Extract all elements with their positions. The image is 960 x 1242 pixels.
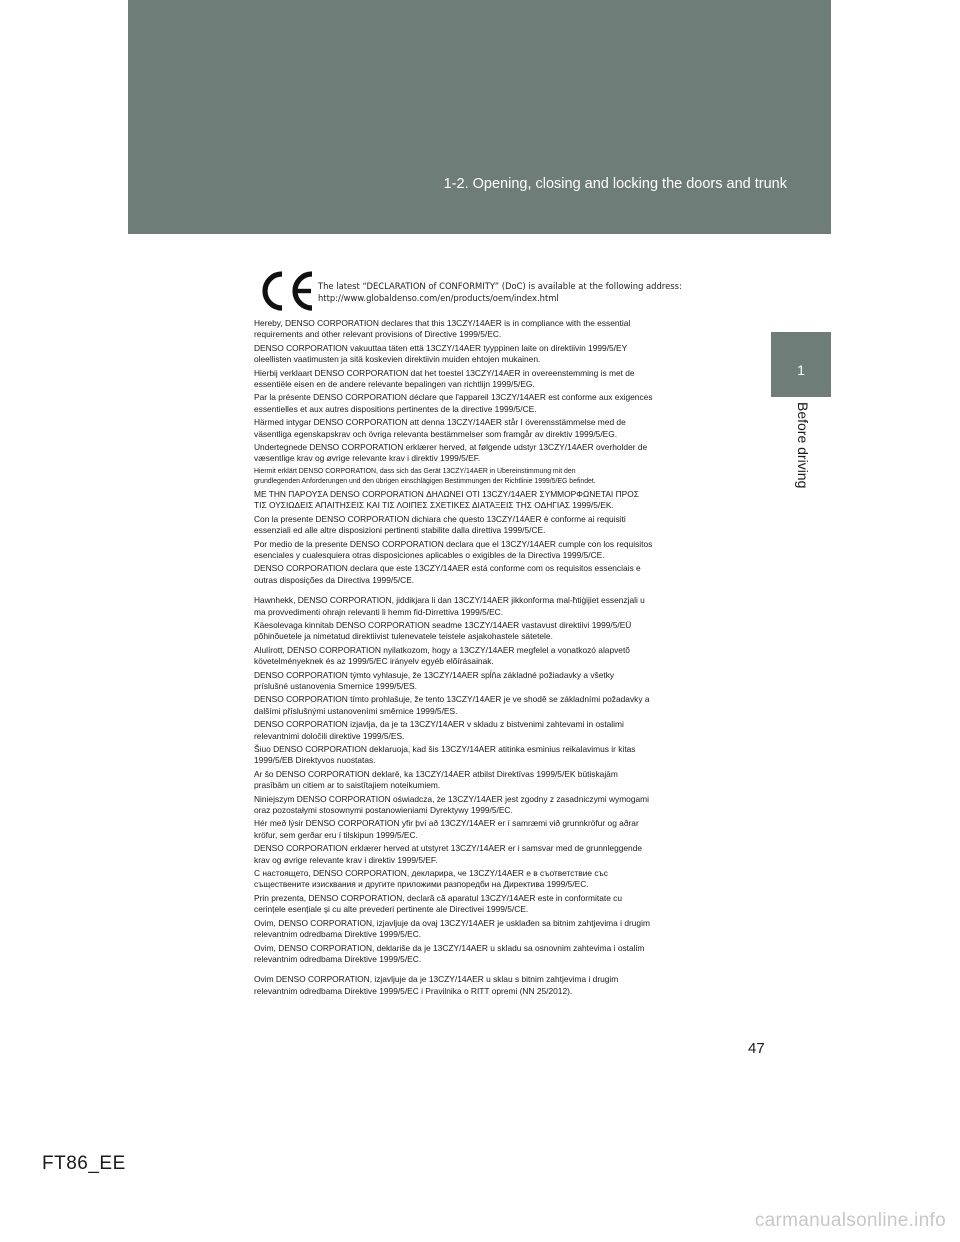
conformity-statement	[254, 769, 724, 792]
conformity-statement	[254, 670, 724, 693]
conformity-statement	[254, 744, 724, 767]
statement-line: DENSO CORPORATION erklærer herved at utstyret 13CZY/14AER er i samsvar med de grunnleggende	[254, 843, 643, 854]
chapter-number: 1	[797, 362, 805, 378]
statement-line: Niniejszym DENSO CORPORATION oświadcza, że 13CZY/14AER jest zgodny z zasadniczymi wymogami	[254, 793, 649, 804]
statement-line: Hiermit erklärt DENSO CORPORATION, dass sich das Gerät 13CZY/14AER in Übereinstimmung mit den	[254, 467, 576, 475]
statement-line: prasībām un citiem ar to saistītajiem noteikumiem.	[254, 780, 441, 791]
chapter-label: Before driving	[795, 402, 811, 489]
statement-line: DENSO CORPORATION vakuuttaa täten että 13CZY/14AER tyyppinen laite on direktiivin 1999/5/EY	[254, 342, 628, 353]
statement-line: ma provvedimenti ohrajn relevanti li hemm fid-Dirrettiva 1999/5/EC.	[254, 606, 504, 617]
conformity-statement	[254, 943, 724, 966]
conformity-statement	[254, 918, 724, 941]
conformity-statement	[254, 539, 724, 562]
doc-url: http://www.globaldenso.com/en/products/oem/index.html	[318, 292, 559, 303]
doc-note-line: The latest “DECLARATION of CONFORMITY” (DoC) is available at the following address:	[318, 281, 682, 291]
conformity-statement	[254, 417, 724, 440]
conformity-statement	[254, 620, 724, 643]
statement-line: oraz pozostałymi stosownymi postanowieniami Dyrektywy 1999/5/EC.	[254, 805, 513, 816]
statement-line: põhinõuetele ja nimetatud direktiivist tulenevatele teistele asjakohastele sätetele.	[254, 631, 553, 642]
conformity-statement	[254, 818, 724, 841]
statement-line: DENSO CORPORATION týmto vyhlasuje, že 13CZY/14AER spĺňa základné požiadavky a všetky	[254, 669, 615, 680]
statement-line: Por medio de la presente DENSO CORPORATION declara que el 13CZY/14AER cumple con los requisitos	[254, 538, 653, 549]
conformity-statement	[254, 974, 724, 997]
section-gap	[254, 967, 724, 974]
conformity-statement	[254, 467, 724, 487]
statement-line: oleellisten vaatimusten ja sitä koskevien direktiivin muiden ehtojen mukainen.	[254, 354, 541, 365]
statement-line: Ovim DENSO CORPORATION, izjavljuje da je 13CZY/14AER u sklau s bitnim zahtjevima i drugim	[254, 974, 619, 985]
statement-line: kröfur, sem gerðar eru í tilskipun 1999/5/EC.	[254, 829, 418, 840]
conformity-statements	[254, 318, 724, 999]
statement-line: essentielles et aux autres dispositions pertinentes de la directive 1999/5/CE.	[254, 403, 537, 414]
conformity-statement	[254, 563, 724, 586]
conformity-statement	[254, 442, 724, 465]
conformity-statement	[254, 893, 724, 916]
statement-line: Šiuo DENSO CORPORATION deklaruoja, kad šis 13CZY/14AER atitinka esminius reikalavimus ir kitas	[254, 744, 636, 754]
statement-line: relevantnimi določili direktive 1999/5/ES.	[254, 730, 405, 741]
conformity-statement	[254, 719, 724, 742]
statement-line: väsentliga egenskapskrav och övriga relevanta bestämmelser som framgår av direktiv 1999/5/EG.	[254, 428, 618, 439]
statement-line: Härmed intygar DENSO CORPORATION att denna 13CZY/14AER står I överensstämmelse med de	[254, 417, 626, 428]
statement-line: съществените изисквания и другите приложими разпоредби на Директива 1999/5/ЕС.	[254, 879, 589, 890]
statement-line: Alulírott, DENSO CORPORATION nyilatkozom, hogy a 13CZY/14AER megfelel a vonatkozó alapvetõ	[254, 644, 630, 655]
statement-line: relevantnim odredbama Direktive 1999/5/EC.	[254, 929, 422, 940]
statement-line: Ovim, DENSO CORPORATION, deklariše da je 13CZY/14AER u skladu sa osnovnim zahtevima i ostalim	[254, 942, 645, 953]
conformity-statement	[254, 843, 724, 866]
statement-line: Prin prezenta, DENSO CORPORATION, declară că aparatul 13CZY/14AER este in conformitate cu	[254, 892, 623, 903]
statement-line: Hierbij verklaart DENSO CORPORATION dat het toestel 13CZY/14AER in overeenstemming is met de	[254, 367, 635, 378]
statement-line: esenciales y cualesquiera otras disposiciones aplicables o exigibles de la Directiva 1999/5/CE.	[254, 549, 605, 560]
statement-line: Hawnhekk, DENSO CORPORATION, jiddikjara li dan 13CZY/14AER jikkonforma mal-ħtiġijiet essenzjali u	[254, 595, 645, 606]
statement-line: DENSO CORPORATION declara que este 13CZY/14AER está conforme com os requisitos essenciais e	[254, 563, 641, 574]
doc-availability-note	[318, 281, 738, 304]
statement-line: DENSO CORPORATION izjavlja, da je ta 13CZY/14AER v skladu z bistvenimi zahtevami in ostalimi	[254, 719, 624, 730]
footer-code: FT86_EE	[42, 1153, 126, 1174]
section-gap	[254, 588, 724, 595]
page-number: 47	[748, 1040, 765, 1057]
statement-line: С настоящето, DENSO CORPORATION, декларира, че 13CZY/14AER е в съответствие със	[254, 868, 608, 879]
conformity-statement	[254, 392, 724, 415]
statement-line: ΤΙΣ ΟΥΣΙΩΔΕΙΣ ΑΠΑΙΤΗΣΕΙΣ ΚΑΙ ΤΙΣ ΛΟΙΠΕΣ ΣΧΕΤΙΚΕΣ ΔΙΑΤΑΞΕΙΣ ΤΗΣ ΟΔΗΓΙΑΣ 1999/5/ΕΚ.	[254, 500, 614, 511]
statement-line: grundlegenden Anforderungen und den übrigen einschlägigen Bestimmungen der Richtlinie 1999/5/EG befindet.	[254, 477, 596, 485]
conformity-statement	[254, 794, 724, 817]
statement-line: Par la présente DENSO CORPORATION déclare que l'appareil 13CZY/14AER est conforme aux exigences	[254, 392, 653, 403]
chapter-label-container	[777, 402, 825, 502]
statement-line: cerințele esențiale şi cu alte prevederi pertinente ale Directivei 1999/5/CE.	[254, 904, 529, 915]
statement-line: dalšími příslušnými ustanoveními směrnice 1999/5/ES.	[254, 705, 458, 716]
statement-line: krav og øvrige relevante krav i direktiv 1999/5/EF.	[254, 854, 438, 865]
ce-mark-icon	[258, 268, 318, 314]
statement-line: Con la presente DENSO CORPORATION dichiara che questo 13CZY/14AER è conforme ai requisiti	[254, 513, 626, 524]
statement-line: Ar šo DENSO CORPORATION deklarē, ka 13CZY/14AER atbilst Direktīvas 1999/5/EK būtiskajām	[254, 768, 618, 779]
conformity-statement	[254, 368, 724, 391]
statement-line: essentiële eisen en de andere relevante bepalingen van richtlijn 1999/5/EG.	[254, 379, 535, 390]
chapter-tab	[771, 332, 831, 397]
statement-line: Ovim, DENSO CORPORATION, izjavljuje da ovaj 13CZY/14AER je usklađen sa bitnim zahtjevima i drugim	[254, 917, 650, 928]
statement-line: essenziali ed alle altre disposizioni pertinenti stabilite dalla direttiva 1999/5/CE.	[254, 525, 546, 536]
conformity-statement	[254, 489, 724, 512]
statement-line: relevantnim odredbama Direktive 1999/5/EC i Pravilnika o RITT opremi (NN 25/2012).	[254, 985, 573, 996]
header-band	[128, 0, 831, 234]
conformity-statement	[254, 514, 724, 537]
statement-line: Undertegnede DENSO CORPORATION erklærer herved, at følgende udstyr 13CZY/14AER overholder de	[254, 442, 648, 453]
conformity-statement	[254, 694, 724, 717]
conformity-statement	[254, 868, 724, 891]
conformity-statement	[254, 318, 724, 341]
statement-line: relevantnim odredbama Direktive 1999/5/EC.	[254, 953, 422, 964]
statement-line: DENSO CORPORATION tímto prohlašuje, že tento 13CZY/14AER je ve shodě se základními požadavky a	[254, 694, 650, 705]
conformity-statement	[254, 645, 724, 668]
conformity-statement	[254, 595, 724, 618]
conformity-statement	[254, 343, 724, 366]
statement-line: 1999/5/EB Direktyvos nuostatas.	[254, 755, 376, 766]
statement-line: Hereby, DENSO CORPORATION declares that this 13CZY/14AER is in compliance with the essential	[254, 318, 631, 328]
statement-line: requirements and other relevant provisions of Directive 1999/5/EC.	[254, 329, 502, 340]
section-title: 1-2. Opening, closing and locking the doors and trunk	[443, 176, 787, 192]
statement-line: Hér með lýsir DENSO CORPORATION yfir því að 13CZY/14AER er í samræmi við grunnkröfur og aðrar	[254, 818, 639, 829]
statement-line: outras disposições da Directiva 1999/5/CE.	[254, 574, 415, 585]
statement-line: követelményeknek és az 1999/5/EC irányelv egyéb elõírásainak.	[254, 656, 494, 667]
watermark-text: carmanualsonline.info	[754, 1210, 946, 1231]
statement-line: Käesolevaga kinnitab DENSO CORPORATION seadme 13CZY/14AER vastavust direktiivi 1999/5/EÜ	[254, 619, 632, 630]
statement-line: væsentlige krav og øvrige relevante krav i direktiv 1999/5/EF.	[254, 453, 481, 464]
statement-line: ΜΕ ΤΗΝ ΠΑΡΟΥΣΑ DENSO CORPORATION ΔΗΛΩΝΕΙ ΟΤΙ 13CZY/14AER ΣΥΜΜΟΡΦΩΝΕΤΑΙ ΠΡΟΣ	[254, 488, 639, 499]
statement-line: príslušné ustanovenia Smernice 1999/5/ES.	[254, 680, 417, 691]
